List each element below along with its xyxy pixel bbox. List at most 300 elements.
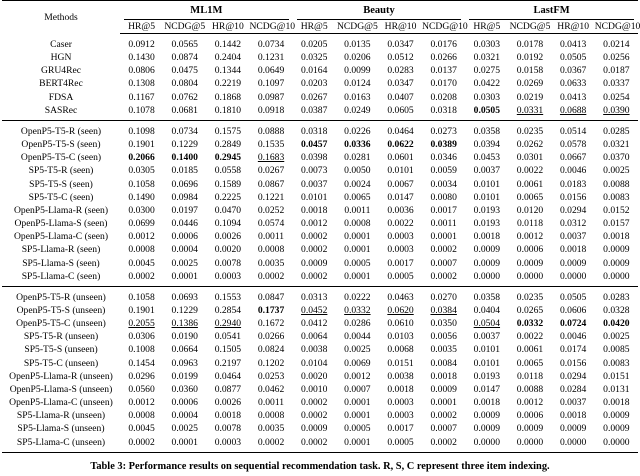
metric-value: 0.0170 — [430, 78, 457, 90]
method-name: SP5-T5-R (unseen) — [23, 331, 99, 343]
metric-value: 0.0918 — [257, 104, 285, 116]
metric-value: 0.0505 — [473, 104, 501, 116]
metric-value: 0.0667 — [559, 152, 587, 164]
metric-value: 0.0007 — [344, 383, 371, 395]
metric-value: 0.1097 — [257, 78, 285, 90]
table-row — [2, 138, 638, 151]
methods-header: Methods — [2, 1, 120, 34]
metric-value: 0.0283 — [595, 286, 638, 304]
metric-value: 0.1672 — [257, 318, 285, 330]
table-row — [2, 270, 638, 287]
metric-value: 0.0009 — [559, 257, 587, 269]
metric-value: 0.0606 — [559, 304, 587, 316]
metric-value: 0.0574 — [257, 218, 285, 230]
metric-value: 0.0270 — [422, 286, 465, 304]
metric-value: 0.0208 — [430, 91, 457, 103]
metric-value: 0.0000 — [465, 436, 508, 453]
metric-value: 0.0009 — [301, 257, 328, 269]
method-name: HGN — [50, 52, 72, 64]
method-name: GRU4Rec — [41, 65, 81, 77]
metric-value: 0.0283 — [387, 65, 414, 77]
metric-value: 0.0101 — [473, 191, 501, 203]
method-name: OpenP5-T5-R (seen) — [2, 120, 120, 138]
method-name: OpenP5-Llama-C (seen) — [13, 231, 109, 243]
metric-header: NCDG@10 — [422, 21, 468, 32]
metric-value: 0.0158 — [516, 65, 544, 77]
metric-value: 0.0877 — [214, 383, 242, 395]
metric-value: 0.1221 — [257, 191, 285, 203]
table-row — [2, 64, 638, 77]
metric-value: 0.1058 — [120, 286, 163, 304]
metric-value: 0.0018 — [301, 204, 328, 216]
table-row — [2, 77, 638, 90]
metric-value: 0.0006 — [171, 397, 198, 409]
metric-value: 0.0024 — [344, 178, 371, 190]
metric-value: 0.0404 — [473, 304, 501, 316]
metric-value: 0.0018 — [473, 397, 501, 409]
method-name: Caser — [50, 38, 72, 50]
method-name: OpenP5-T5-R (unseen) — [2, 286, 120, 304]
table-row — [2, 257, 638, 270]
table-row — [2, 104, 638, 121]
metric-value: 0.0558 — [214, 165, 242, 177]
metric-value: 0.0001 — [344, 244, 371, 256]
metric-value: 0.0007 — [430, 257, 457, 269]
metric-value: 0.2854 — [214, 304, 242, 316]
metric-value: 0.0017 — [430, 204, 457, 216]
metric-value: 0.0009 — [473, 244, 501, 256]
metric-header: HR@5 — [293, 20, 336, 34]
metric-value: 0.0009 — [559, 423, 587, 435]
metric-value: 0.2055 — [128, 318, 155, 330]
metric-value: 0.0065 — [516, 357, 544, 369]
metric-value: 0.0156 — [559, 357, 587, 369]
table-row — [2, 243, 638, 256]
metric-header: NCDG@5 — [509, 21, 551, 32]
metric-value: 0.0011 — [430, 218, 457, 230]
metric-value: 0.0475 — [171, 65, 198, 77]
metric-value: 0.0011 — [258, 397, 285, 409]
metric-value: 0.0002 — [430, 244, 457, 256]
table-row — [2, 151, 638, 164]
metric-value: 0.1868 — [214, 91, 242, 103]
metric-value: 0.0044 — [344, 331, 371, 343]
metric-value: 0.0000 — [516, 270, 544, 282]
metric-value: 0.0912 — [128, 39, 155, 50]
metric-value: 0.0002 — [430, 410, 457, 422]
method-name: SP5-Llama-S (unseen) — [17, 423, 105, 435]
method-name: SP5-Llama-S (seen) — [22, 257, 100, 269]
metric-value: 0.0267 — [257, 165, 285, 177]
metric-value: 0.0367 — [559, 65, 587, 77]
metric-value: 0.0157 — [603, 218, 630, 230]
method-name: SP5-T5-S (unseen) — [24, 344, 98, 356]
metric-value: 0.0407 — [387, 91, 414, 103]
metric-value: 0.0069 — [344, 357, 371, 369]
method-name: OpenP5-T5-S (seen) — [21, 139, 101, 151]
metric-value: 0.1400 — [171, 152, 198, 164]
metric-value: 0.0020 — [301, 370, 328, 382]
metric-value: 0.0605 — [387, 104, 414, 116]
metric-value: 0.0018 — [603, 231, 630, 243]
metric-value: 0.0806 — [128, 65, 155, 77]
metric-value: 0.0306 — [128, 331, 155, 343]
metric-value: 0.0005 — [344, 257, 371, 269]
metric-value: 0.0321 — [603, 139, 630, 151]
metric-value: 0.0696 — [171, 178, 198, 190]
metric-value: 0.0622 — [387, 139, 414, 151]
metric-value: 0.0412 — [301, 318, 328, 330]
metric-value: 0.0012 — [128, 231, 155, 243]
method-name: OpenP5-T5-C (unseen) — [16, 318, 106, 330]
metric-value: 0.0025 — [344, 344, 371, 356]
metric-value: 0.1810 — [214, 104, 242, 116]
metric-value: 0.1553 — [206, 286, 249, 304]
metric-value: 0.0370 — [603, 152, 630, 164]
metric-value: 0.0318 — [430, 104, 457, 116]
metric-value: 0.0046 — [559, 165, 587, 177]
metric-value: 0.1078 — [128, 104, 155, 116]
metric-value: 0.0001 — [344, 231, 371, 243]
table-row — [2, 370, 638, 383]
metric-value: 0.0038 — [387, 370, 414, 382]
metric-value: 0.0104 — [301, 357, 328, 369]
metric-value: 0.0008 — [128, 244, 155, 256]
metric-value: 0.0035 — [430, 344, 457, 356]
metric-value: 0.1454 — [128, 357, 155, 369]
metric-value: 0.1308 — [128, 78, 155, 90]
metric-value: 0.0012 — [516, 231, 544, 243]
metric-value: 0.2197 — [214, 357, 242, 369]
metric-value: 0.0003 — [387, 244, 414, 256]
table-row — [2, 396, 638, 409]
metric-value: 0.0420 — [603, 318, 630, 330]
method-name: SASRec — [44, 104, 78, 116]
metric-value: 0.0005 — [387, 270, 414, 282]
metric-value: 0.0026 — [214, 231, 242, 243]
results-table — [2, 0, 638, 453]
dataset-header-beauty: Beauty — [293, 1, 466, 21]
metric-value: 0.0012 — [516, 397, 544, 409]
metric-value: 0.0022 — [516, 331, 544, 343]
metric-value: 0.0004 — [171, 410, 198, 422]
metric-value: 0.0017 — [387, 423, 414, 435]
metric-value: 0.0446 — [171, 218, 198, 230]
metric-value: 0.0389 — [430, 139, 457, 151]
method-name: SP5-T5-C (seen) — [28, 191, 94, 203]
metric-value: 0.0008 — [344, 218, 371, 230]
metric-value: 0.0022 — [516, 165, 544, 177]
metric-value: 0.0037 — [473, 331, 501, 343]
metric-value: 0.0633 — [559, 78, 587, 90]
metric-value: 0.1098 — [120, 120, 163, 138]
metric-value: 0.0002 — [293, 436, 336, 453]
metric-value: 0.0601 — [387, 152, 414, 164]
metric-value: 0.0068 — [387, 344, 414, 356]
metric-value: 0.0984 — [171, 191, 198, 203]
method-name: OpenP5-Llama-C (unseen) — [9, 397, 113, 409]
metric-value: 0.0006 — [516, 410, 544, 422]
metric-value: 0.0017 — [387, 257, 414, 269]
metric-value: 0.0286 — [344, 318, 371, 330]
metric-value: 0.0187 — [603, 65, 630, 77]
table-row — [2, 164, 638, 177]
metric-value: 0.0009 — [473, 410, 501, 422]
metric-value: 0.0504 — [473, 318, 501, 330]
metric-value: 0.0152 — [603, 204, 630, 216]
metric-header: NCDG@5 — [164, 21, 206, 32]
metric-header: HR@10 — [206, 20, 249, 34]
metric-value: 0.1344 — [214, 65, 242, 77]
metric-value: 0.0083 — [603, 357, 630, 369]
metric-value: 0.0470 — [214, 204, 242, 216]
metric-value: 0.0001 — [344, 270, 371, 282]
metric-value: 0.0002 — [422, 436, 465, 453]
metric-value: 0.0000 — [473, 270, 501, 282]
metric-value: 0.0034 — [430, 178, 457, 190]
metric-value: 0.0147 — [387, 191, 414, 203]
metric-value: 0.0610 — [387, 318, 414, 330]
method-name: FDSA — [48, 91, 74, 103]
metric-value: 0.0065 — [516, 191, 544, 203]
metric-value: 0.0151 — [387, 357, 414, 369]
metric-value: 0.0387 — [301, 104, 328, 116]
metric-value: 0.0874 — [171, 52, 198, 64]
metric-value: 0.0336 — [344, 139, 371, 151]
metric-value: 0.0281 — [344, 152, 371, 164]
method-name: SP5-T5-R (seen) — [28, 165, 94, 177]
metric-value: 0.1901 — [128, 139, 155, 151]
metric-value: 0.0453 — [473, 152, 501, 164]
table-row — [2, 383, 638, 396]
metric-value: 0.1094 — [214, 218, 242, 230]
metric-value: 0.0080 — [430, 191, 457, 203]
metric-value: 0.0681 — [171, 104, 198, 116]
metric-value: 0.0235 — [508, 286, 551, 304]
metric-value: 0.0205 — [301, 39, 328, 50]
metric-value: 0.0026 — [214, 397, 242, 409]
metric-value: 0.0313 — [293, 286, 336, 304]
metric-value: 0.0347 — [387, 78, 414, 90]
metric-value: 0.0185 — [171, 165, 198, 177]
metric-value: 0.0025 — [171, 423, 198, 435]
metric-value: 0.0226 — [336, 120, 379, 138]
table-row — [2, 120, 638, 138]
metric-value: 0.0008 — [128, 410, 155, 422]
metric-value: 0.0002 — [430, 270, 457, 282]
metric-value: 0.0002 — [301, 410, 328, 422]
metric-value: 0.0649 — [257, 65, 285, 77]
metric-value: 0.0262 — [516, 139, 544, 151]
table-row — [2, 91, 638, 104]
results-body — [2, 34, 638, 453]
metric-value: 0.0312 — [559, 218, 587, 230]
metric-value: 0.0010 — [301, 383, 328, 395]
metric-value: 0.0006 — [516, 244, 544, 256]
metric-value: 0.0724 — [559, 318, 587, 330]
metric-value: 0.0222 — [336, 286, 379, 304]
metric-value: 0.0103 — [387, 331, 414, 343]
metric-value: 0.0008 — [257, 244, 285, 256]
metric-value: 0.0118 — [516, 218, 544, 230]
metric-value: 0.0120 — [516, 204, 544, 216]
metric-value: 0.0266 — [257, 331, 285, 343]
metric-value: 0.0413 — [559, 91, 587, 103]
metric-value: 0.1229 — [171, 304, 198, 316]
metric-value: 0.0847 — [249, 286, 292, 304]
metric-value: 0.0018 — [430, 370, 457, 382]
metric-value: 0.0328 — [603, 304, 630, 316]
table-row — [2, 191, 638, 204]
dataset-header-lastfm: LastFM — [465, 1, 638, 21]
table-row — [2, 330, 638, 343]
metric-value: 0.0018 — [559, 410, 587, 422]
metric-value: 0.0512 — [387, 52, 414, 64]
metric-value: 0.0025 — [171, 257, 198, 269]
metric-value: 0.0035 — [257, 423, 285, 435]
metric-value: 0.0061 — [516, 344, 544, 356]
metric-value: 0.0963 — [171, 357, 198, 369]
metric-value: 0.1202 — [257, 357, 285, 369]
metric-value: 0.0059 — [430, 165, 457, 177]
metric-value: 0.0578 — [559, 139, 587, 151]
table-row — [2, 34, 638, 52]
metric-header: NCDG@5 — [336, 21, 378, 32]
metric-value: 0.0046 — [559, 331, 587, 343]
metric-value: 0.0037 — [473, 165, 501, 177]
method-name: SP5-Llama-C (seen) — [21, 270, 101, 282]
metric-value: 0.0514 — [552, 120, 595, 138]
metric-value: 0.0193 — [473, 218, 501, 230]
metric-value: 0.0084 — [430, 357, 457, 369]
metric-value: 0.0824 — [257, 344, 285, 356]
metric-value: 0.1386 — [171, 318, 198, 330]
metric-value: 0.0462 — [257, 383, 285, 395]
metric-value: 0.0009 — [516, 257, 544, 269]
method-name: OpenP5-Llama-S (unseen) — [9, 383, 113, 395]
metric-value: 0.0001 — [344, 410, 371, 422]
metric-value: 0.2219 — [214, 78, 242, 90]
metric-value: 0.0009 — [430, 383, 457, 395]
metric-value: 0.2849 — [214, 139, 242, 151]
metric-value: 0.0118 — [516, 370, 544, 382]
metric-value: 0.1058 — [128, 178, 155, 190]
metric-value: 0.0001 — [430, 231, 457, 243]
metric-value: 0.1683 — [257, 152, 285, 164]
metric-value: 0.0101 — [301, 191, 328, 203]
method-name: OpenP5-Llama-R (seen) — [13, 204, 109, 216]
metric-value: 0.0101 — [473, 178, 501, 190]
metric-value: 0.0003 — [387, 397, 414, 409]
metric-value: 0.2404 — [214, 52, 242, 64]
table-row — [2, 422, 638, 435]
metric-value: 0.0073 — [301, 165, 328, 177]
metric-value: 0.0197 — [171, 204, 198, 216]
metric-value: 0.0050 — [344, 165, 371, 177]
metric-value: 0.0321 — [473, 52, 501, 64]
metric-value: 0.0009 — [473, 257, 501, 269]
metric-value: 0.0664 — [171, 344, 198, 356]
metric-value: 0.2945 — [214, 152, 242, 164]
metric-value: 0.0000 — [603, 270, 630, 282]
method-name: OpenP5-T5-S (unseen) — [16, 304, 106, 316]
metric-value: 0.0001 — [163, 436, 206, 453]
metric-value: 0.0256 — [603, 52, 630, 64]
metric-value: 0.0285 — [595, 120, 638, 138]
metric-value: 0.0464 — [214, 370, 242, 382]
metric-value: 0.0045 — [128, 423, 155, 435]
metric-value: 0.0078 — [214, 423, 242, 435]
metric-value: 0.0358 — [465, 286, 508, 304]
metric-value: 0.0300 — [128, 204, 155, 216]
metric-value: 0.0018 — [559, 244, 587, 256]
method-name: OpenP5-Llama-S (seen) — [14, 218, 108, 230]
metric-value: 0.0038 — [301, 344, 328, 356]
metric-value: 0.0009 — [603, 410, 630, 422]
metric-value: 0.1490 — [128, 191, 155, 203]
metric-value: 0.0135 — [344, 39, 371, 50]
table-row — [2, 357, 638, 370]
metric-value: 0.0337 — [603, 78, 630, 90]
metric-value: 0.0022 — [387, 218, 414, 230]
method-name: BERT4Rec — [39, 78, 83, 90]
metric-value: 0.0804 — [171, 78, 198, 90]
metric-value: 0.0025 — [603, 165, 630, 177]
metric-value: 0.0888 — [249, 120, 292, 138]
metric-value: 0.0151 — [603, 370, 630, 382]
metric-value: 0.0002 — [301, 270, 328, 282]
metric-value: 0.0762 — [171, 91, 198, 103]
metric-value: 0.0294 — [559, 204, 587, 216]
metric-header: NCDG@10 — [249, 21, 296, 32]
metric-value: 0.0332 — [344, 304, 371, 316]
metric-value: 0.0025 — [603, 331, 630, 343]
metric-value: 0.0235 — [508, 120, 551, 138]
metric-value: 0.1442 — [214, 39, 242, 50]
metric-value: 0.0463 — [379, 286, 422, 304]
metric-value: 0.0035 — [257, 257, 285, 269]
metric-header: HR@10 — [379, 20, 422, 34]
metric-value: 0.0012 — [301, 218, 328, 230]
metric-value: 0.0083 — [603, 191, 630, 203]
metric-value: 0.0734 — [163, 120, 206, 138]
metric-value: 0.0422 — [473, 78, 501, 90]
metric-value: 0.0560 — [128, 383, 155, 395]
metric-header: NCDG@10 — [594, 21, 640, 32]
metric-value: 0.1901 — [128, 304, 155, 316]
metric-value: 0.0018 — [473, 231, 501, 243]
metric-value: 0.0318 — [293, 120, 336, 138]
metric-value: 0.0009 — [603, 257, 630, 269]
metric-value: 0.0192 — [516, 52, 544, 64]
metric-value: 0.0190 — [171, 331, 198, 343]
metric-value: 0.0384 — [430, 304, 457, 316]
metric-value: 0.0000 — [595, 436, 638, 453]
metric-value: 0.0124 — [344, 78, 371, 90]
metric-value: 0.0249 — [344, 104, 371, 116]
metric-value: 0.1430 — [128, 52, 155, 64]
method-name: OpenP5-T5-C (seen) — [20, 152, 102, 164]
metric-value: 0.1167 — [128, 91, 155, 103]
table-row — [2, 304, 638, 317]
metric-value: 0.0012 — [344, 370, 371, 382]
metric-value: 0.0009 — [603, 244, 630, 256]
table-row — [2, 204, 638, 217]
metric-header: HR@5 — [465, 20, 508, 34]
metric-value: 0.0002 — [301, 244, 328, 256]
metric-value: 0.0020 — [214, 244, 242, 256]
metric-value: 0.0398 — [301, 152, 328, 164]
